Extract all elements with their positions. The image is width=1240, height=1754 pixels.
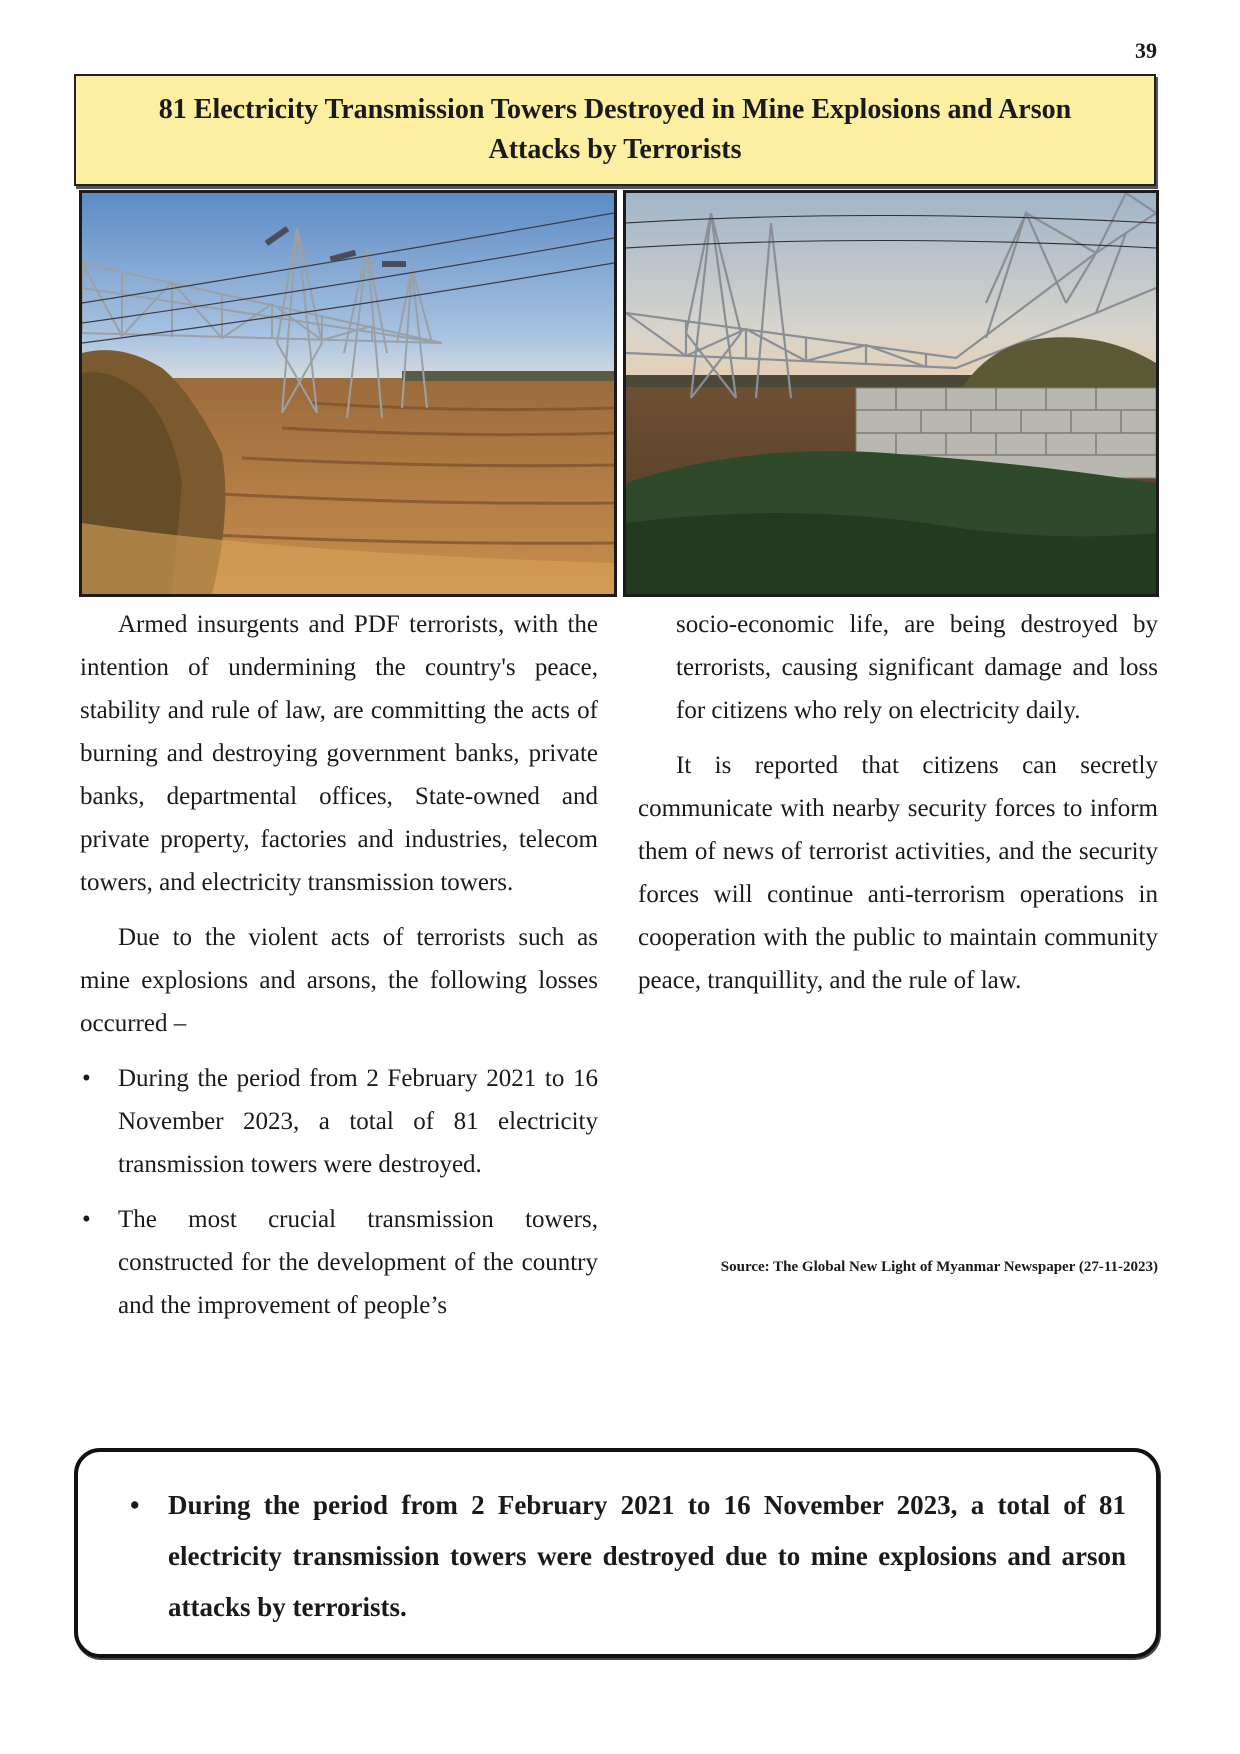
article-title: 81 Electricity Transmission Towers Destroyed in Mine Explosions and Arson Attacks by Terrorists [158, 94, 1072, 165]
tower-photo-illustration-2 [626, 193, 1156, 594]
summary-box [74, 1448, 1160, 1658]
photo-collapsed-tower-wall [623, 190, 1159, 597]
source-citation: Source: The Global New Light of Myanmar Newspaper (27-11-2023) [720, 1259, 1158, 1275]
losses-bullet-list [80, 1057, 598, 1327]
bullet-item-1: • During the period from 2 February 2021 to 16 November 2023, a total of 81 electricity transmission towers were destroyed. [80, 1057, 598, 1186]
page-number: 39 [1135, 38, 1157, 63]
photo-collapsed-tower-field [79, 190, 617, 597]
body-paragraph-1: Armed insurgents and PDF terrorists, with the intention of undermining the country's peace, stability and rule of law, are committing the acts of burning and destroying government banks, private banks, departmental offices, State-owned and private property, factories and industries, telecom towers, and electricity transmission towers. [80, 611, 598, 896]
article-title-box [74, 74, 1156, 186]
article-column-left [80, 603, 598, 1327]
bullet-item-2: • The most crucial transmission towers, constructed for the development of the country and the improvement of people’s [80, 1198, 598, 1327]
summary-bullet: • During the period from 2 February 2021 to 16 November 2023, a total of 81 electricity transmission towers were destroyed due to mine explosions and arson attacks by terrorists. [130, 1480, 1126, 1633]
tower-photo-illustration-1 [82, 193, 614, 594]
article-column-right [638, 603, 1158, 1002]
bullet-item-2-continued: socio-economic life, are being destroyed by terrorists, causing significant damage and loss for citizens who rely on electricity daily. [676, 611, 1158, 724]
body-paragraph-3: It is reported that citizens can secretly communicate with nearby security forces to inform them of news of terrorist activities, and the security forces will continue anti-terrorism operations in cooperation with the public to maintain community peace, tranquillity, and the rule of law. [638, 752, 1158, 994]
body-paragraph-2: Due to the violent acts of terrorists such as mine explosions and arsons, the following losses occurred – [80, 924, 598, 1037]
